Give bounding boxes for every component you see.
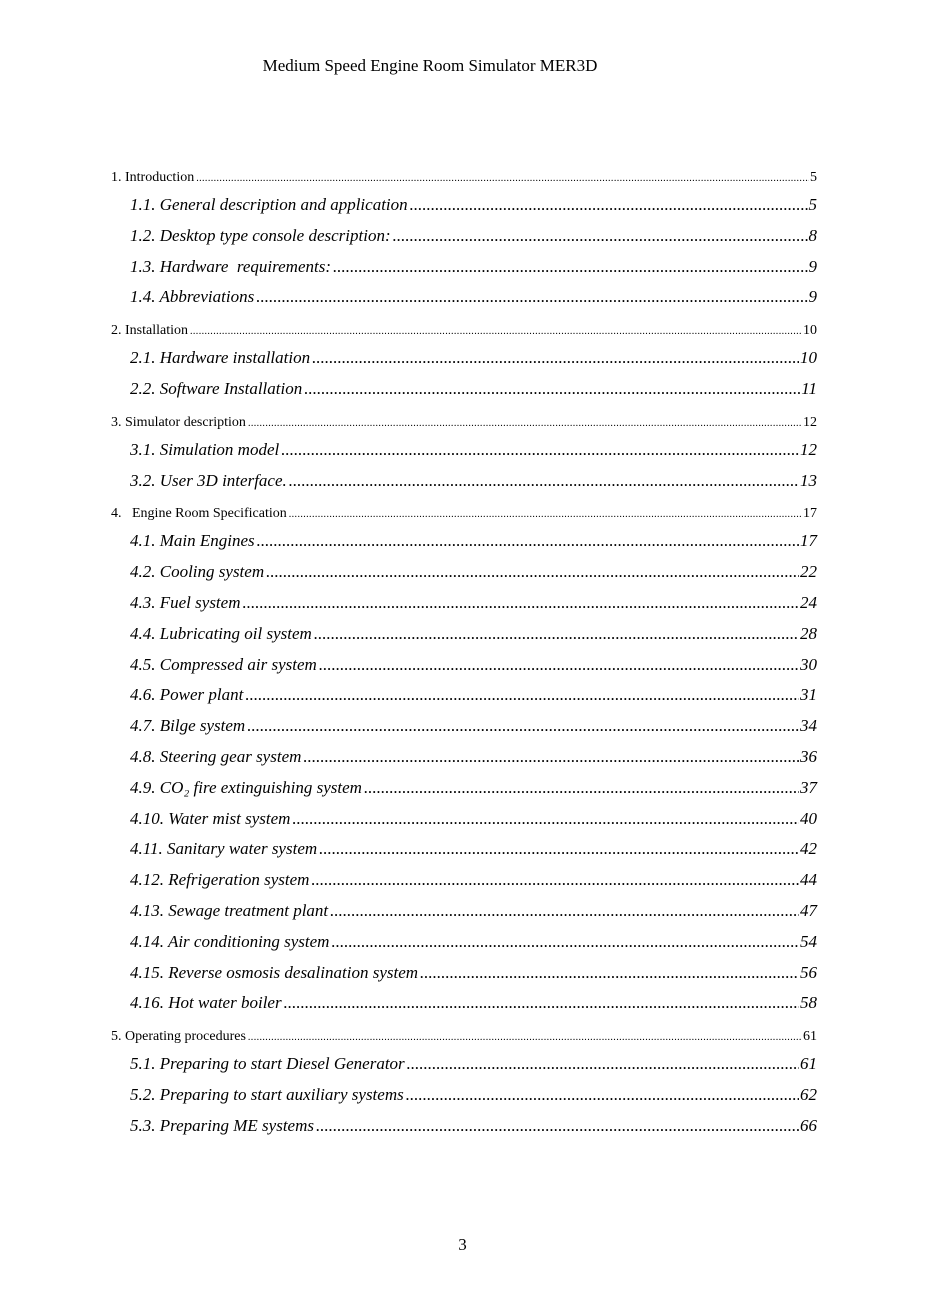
dot-leader bbox=[311, 865, 799, 896]
toc-entry-page: 17 bbox=[803, 506, 817, 522]
dot-leader bbox=[364, 773, 799, 804]
toc-entry-label: 1.3. Hardware requirements: bbox=[130, 256, 331, 276]
toc-entry-page: 10 bbox=[800, 348, 817, 368]
toc-entry-label: 1.4. Abbreviations bbox=[130, 287, 255, 307]
toc-entry-4-15[interactable] bbox=[111, 958, 817, 989]
toc-entry-page: 66 bbox=[800, 1115, 817, 1135]
table-of-contents bbox=[111, 166, 817, 1142]
dot-leader bbox=[248, 1025, 802, 1050]
toc-entry-label: 4.3. Fuel system bbox=[130, 592, 241, 612]
toc-entry-5-2[interactable] bbox=[111, 1080, 817, 1111]
toc-entry-3[interactable] bbox=[111, 411, 817, 435]
toc-entry-label: 5.1. Preparing to start Diesel Generator bbox=[130, 1054, 405, 1074]
dot-leader bbox=[316, 1111, 799, 1142]
toc-entry-label: 4.13. Sewage treatment plant bbox=[130, 900, 329, 920]
toc-entry-page: 36 bbox=[800, 746, 817, 766]
toc-entry-label: 4. Engine Room Specification bbox=[111, 506, 287, 522]
dot-leader bbox=[331, 927, 799, 958]
toc-entry-page: 62 bbox=[800, 1084, 817, 1104]
toc-entry-label: 2.1. Hardware installation bbox=[130, 348, 311, 368]
page-header: Medium Speed Engine Room Simulator MER3D bbox=[262, 56, 598, 75]
toc-entry-label: 1. Introduction bbox=[111, 170, 195, 185]
dot-leader bbox=[330, 896, 799, 927]
toc-entry-label: 3.1. Simulation model bbox=[130, 439, 280, 459]
toc-section bbox=[111, 166, 817, 313]
toc-entry-page: 61 bbox=[800, 1054, 817, 1074]
dot-leader bbox=[303, 742, 799, 773]
toc-entry-label: 4.15. Reverse osmosis desalination system bbox=[130, 962, 419, 982]
dot-leader bbox=[304, 374, 800, 405]
toc-entry-3-2[interactable] bbox=[111, 466, 817, 497]
toc-entry-2-1[interactable] bbox=[111, 343, 817, 374]
dot-leader bbox=[266, 557, 799, 588]
toc-entry-label: 5.3. Preparing ME systems bbox=[130, 1115, 314, 1135]
toc-entry-label: 4.9. CO₂ fire extinguishing system bbox=[130, 777, 362, 797]
toc-entry-label: 4.4. Lubricating oil system bbox=[130, 623, 312, 643]
dot-leader bbox=[245, 680, 799, 711]
dot-leader bbox=[407, 1049, 799, 1080]
toc-entry-page: 11 bbox=[801, 378, 817, 398]
toc-entry-label: 4.1. Main Engines bbox=[130, 531, 255, 551]
toc-entry-label: 4.12. Refrigeration system bbox=[130, 870, 310, 890]
dot-leader bbox=[284, 988, 799, 1019]
toc-section bbox=[111, 319, 817, 405]
toc-entry-label: 4.16. Hot water boiler bbox=[130, 993, 282, 1013]
toc-entry-4-7[interactable] bbox=[111, 711, 817, 742]
dot-leader bbox=[292, 804, 799, 835]
toc-entry-page: 8 bbox=[808, 225, 817, 245]
toc-entry-label: 5. Operating procedures bbox=[111, 1029, 246, 1045]
dot-leader bbox=[196, 166, 809, 191]
dot-leader bbox=[319, 650, 799, 681]
toc-entry-4-3[interactable] bbox=[111, 588, 817, 619]
toc-entry-4-8[interactable] bbox=[111, 742, 817, 773]
toc-entry-4-5[interactable] bbox=[111, 650, 817, 681]
toc-entry-label: 3.2. User 3D interface. bbox=[130, 470, 287, 490]
toc-entry-page: 12 bbox=[800, 439, 817, 459]
dot-leader bbox=[312, 343, 799, 374]
toc-entry-1-1[interactable] bbox=[111, 190, 817, 221]
toc-entry-4-13[interactable] bbox=[111, 896, 817, 927]
toc-entry-label: 4.6. Power plant bbox=[130, 685, 244, 705]
toc-entry-2[interactable] bbox=[111, 319, 817, 343]
toc-entry-4-11[interactable] bbox=[111, 834, 817, 865]
page-number: 3 bbox=[458, 1235, 467, 1254]
dot-leader bbox=[289, 502, 802, 527]
toc-entry-label: 4.7. Bilge system bbox=[130, 716, 246, 736]
toc-entry-page: 44 bbox=[800, 870, 817, 890]
toc-entry-label: 4.10. Water mist system bbox=[130, 808, 291, 828]
toc-entry-2-2[interactable] bbox=[111, 374, 817, 405]
toc-entry-4-14[interactable] bbox=[111, 927, 817, 958]
toc-entry-label: 4.8. Steering gear system bbox=[130, 746, 302, 766]
dot-leader bbox=[314, 619, 799, 650]
toc-entry-label: 1.2. Desktop type console description: bbox=[130, 225, 391, 245]
toc-entry-1-4[interactable] bbox=[111, 282, 817, 313]
toc-entry-page: 10 bbox=[803, 323, 817, 339]
toc-entry-4-4[interactable] bbox=[111, 619, 817, 650]
dot-leader bbox=[333, 252, 808, 283]
dot-leader bbox=[319, 834, 799, 865]
toc-entry-page: 5 bbox=[808, 195, 817, 214]
toc-entry-label: 2.2. Software Installation bbox=[130, 378, 303, 398]
toc-entry-page: 13 bbox=[800, 470, 817, 490]
toc-entry-page: 37 bbox=[800, 777, 817, 797]
toc-entry-page: 56 bbox=[800, 962, 817, 982]
toc-entry-5-1[interactable] bbox=[111, 1049, 817, 1080]
toc-entry-page: 9 bbox=[808, 256, 817, 276]
toc-entry-label: 4.5. Compressed air system bbox=[130, 654, 317, 674]
toc-entry-label: 3. Simulator description bbox=[111, 414, 246, 430]
toc-section bbox=[111, 502, 817, 1019]
toc-entry-page: 22 bbox=[800, 562, 817, 582]
toc-entry-4-6[interactable] bbox=[111, 680, 817, 711]
toc-entry-4-1[interactable] bbox=[111, 526, 817, 557]
toc-entry-label: 2. Installation bbox=[111, 323, 188, 339]
toc-entry-page: 28 bbox=[800, 623, 817, 643]
toc-entry-4-10[interactable] bbox=[111, 804, 817, 835]
dot-leader bbox=[257, 526, 799, 557]
dot-leader bbox=[393, 221, 808, 252]
toc-entry-label: 5.2. Preparing to start auxiliary systems bbox=[130, 1084, 404, 1104]
toc-entry-page: 58 bbox=[800, 993, 817, 1013]
toc-entry-1-3[interactable] bbox=[111, 252, 817, 283]
toc-entry-4[interactable] bbox=[111, 502, 817, 526]
toc-entry-page: 54 bbox=[800, 931, 817, 951]
toc-entry-page: 30 bbox=[800, 654, 817, 674]
toc-entry-page: 9 bbox=[808, 287, 817, 307]
dot-leader bbox=[289, 466, 799, 497]
toc-entry-4-2[interactable] bbox=[111, 557, 817, 588]
toc-entry-page: 12 bbox=[803, 414, 817, 430]
toc-entry-page: 24 bbox=[800, 592, 817, 612]
toc-entry-page: 31 bbox=[800, 685, 817, 705]
toc-entry-label: 4.14. Air conditioning system bbox=[130, 931, 330, 951]
toc-entry-label: 1.1. General description and application bbox=[130, 195, 408, 214]
toc-entry-4-16[interactable] bbox=[111, 988, 817, 1019]
toc-entry-label: 4.2. Cooling system bbox=[130, 562, 265, 582]
dot-leader bbox=[242, 588, 799, 619]
dot-leader bbox=[256, 282, 807, 313]
toc-entry-5[interactable] bbox=[111, 1025, 817, 1049]
toc-entry-1[interactable] bbox=[111, 166, 817, 190]
toc-entry-3-1[interactable] bbox=[111, 435, 817, 466]
toc-entry-page: 17 bbox=[800, 531, 817, 551]
dot-leader bbox=[247, 711, 799, 742]
toc-entry-page: 42 bbox=[800, 839, 817, 859]
dot-leader bbox=[406, 1080, 799, 1111]
toc-entry-page: 47 bbox=[800, 900, 817, 920]
dot-leader bbox=[190, 319, 802, 344]
toc-entry-page: 5 bbox=[810, 170, 817, 185]
toc-section bbox=[111, 411, 817, 497]
toc-entry-5-3[interactable] bbox=[111, 1111, 817, 1142]
toc-entry-page: 34 bbox=[800, 716, 817, 736]
dot-leader bbox=[281, 435, 799, 466]
toc-entry-page: 61 bbox=[803, 1029, 817, 1045]
toc-entry-1-2[interactable] bbox=[111, 221, 817, 252]
toc-entry-label: 4.11. Sanitary water system bbox=[130, 839, 318, 859]
toc-entry-page: 40 bbox=[800, 808, 817, 828]
toc-section bbox=[111, 1025, 817, 1141]
dot-leader bbox=[410, 190, 808, 221]
dot-leader bbox=[248, 411, 802, 436]
toc-entry-4-9[interactable] bbox=[111, 773, 817, 804]
toc-entry-4-12[interactable] bbox=[111, 865, 817, 896]
dot-leader bbox=[420, 958, 799, 989]
